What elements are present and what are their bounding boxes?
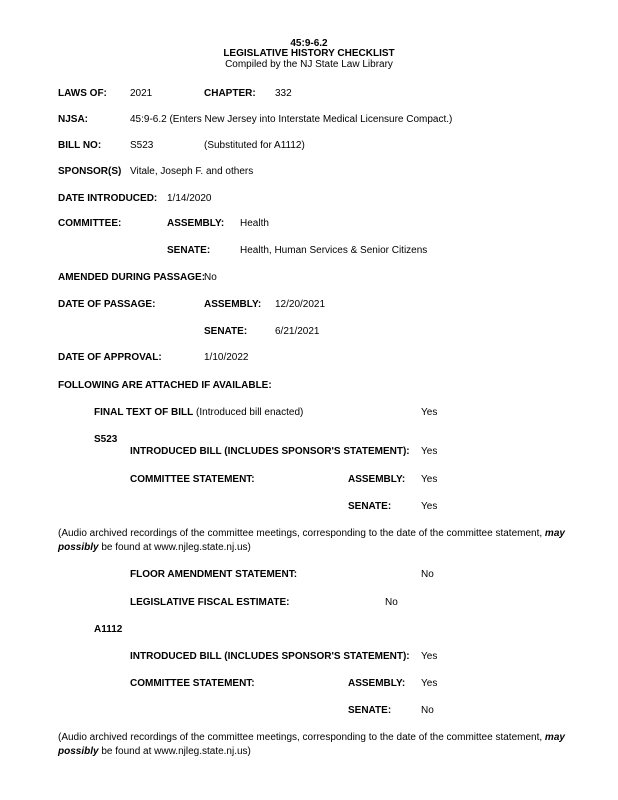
a1112-heading: A1112 [94,624,123,635]
date-of-passage-label: DATE OF PASSAGE: [58,299,156,310]
floor-amendment-label: FLOOR AMENDMENT STATEMENT: [130,569,298,580]
a1112-senate-value: No [421,705,434,716]
passage-assembly-label: ASSEMBLY: [204,299,262,310]
sponsors-value: Vitale, Joseph F. and others [130,166,254,177]
committee-assembly-label: ASSEMBLY: [167,218,225,229]
laws-of-value: 2021 [130,88,153,99]
passage-senate-label: SENATE: [204,326,248,337]
attached-heading: FOLLOWING ARE ATTACHED IF AVAILABLE: [58,380,272,391]
njsa-label: NJSA: [58,114,89,125]
a1112-assembly-label: ASSEMBLY: [348,678,406,689]
audio-note-text: (Audio archived recordings of the committee meetings, corresponding to the date of the committee statement, [58,528,545,539]
final-text-label: FINAL TEXT OF BILL [94,407,194,418]
page-title: LEGISLATIVE HISTORY CHECKLIST [223,48,395,59]
audio-note-emphasis: may possibly [58,528,565,553]
final-text-note: (Introduced bill enacted) [196,407,304,418]
a1112-committee-label: COMMITTEE STATEMENT: [130,678,255,689]
section-code: 45:9-6.2 [290,38,328,49]
s523-assembly-value: Yes [421,474,438,485]
committee-assembly-value: Health [240,218,269,229]
page-subtitle: Compiled by the NJ State Law Library [225,59,393,70]
a1112-introduced-label: INTRODUCED BILL (INCLUDES SPONSOR'S STATEMENT): [130,651,410,662]
amended-value: No [204,272,217,283]
s523-assembly-label: ASSEMBLY: [348,474,406,485]
s523-committee-label: COMMITTEE STATEMENT: [130,474,255,485]
s523-introduced-label: INTRODUCED BILL (INCLUDES SPONSOR'S STATEMENT): [130,446,410,457]
final-text-row [94,407,303,419]
committee-label: COMMITTEE: [58,218,122,229]
a1112-assembly-value: Yes [421,678,438,689]
final-text-value: Yes [421,407,438,418]
amended-label: AMENDED DURING PASSAGE: [58,272,206,283]
audio-note [58,527,583,555]
audio-note-2 [58,731,583,759]
passage-senate-value: 6/21/2021 [275,326,320,337]
date-introduced-label: DATE INTRODUCED: [58,193,158,204]
laws-of-label: LAWS OF: [58,88,107,99]
audio-note-2-text: (Audio archived recordings of the committee meetings, corresponding to the date of the committee statement, [58,732,545,743]
a1112-introduced-value: Yes [421,651,438,662]
a1112-senate-label: SENATE: [348,705,392,716]
passage-assembly-value: 12/20/2021 [275,299,326,310]
date-of-approval-label: DATE OF APPROVAL: [58,352,162,363]
audio-note-link-text: be found at www.njleg.state.nj.us) [98,542,251,553]
s523-senate-value: Yes [421,501,438,512]
s523-heading: S523 [94,434,118,445]
chapter-label: CHAPTER: [204,88,256,99]
bill-no-value: S523 [130,140,154,151]
audio-note-2-link-text: be found at www.njleg.state.nj.us) [98,746,251,757]
s523-senate-label: SENATE: [348,501,392,512]
committee-senate-label: SENATE: [167,245,211,256]
sponsors-label: SPONSOR(S) [58,166,122,177]
date-of-approval-value: 1/10/2022 [204,352,249,363]
fiscal-estimate-label: LEGISLATIVE FISCAL ESTIMATE: [130,597,290,608]
bill-no-note: (Substituted for A1112) [204,140,305,151]
chapter-value: 332 [275,88,292,99]
fiscal-estimate-value: No [385,597,398,608]
committee-senate-value: Health, Human Services & Senior Citizens [240,245,428,256]
floor-amendment-value: No [421,569,434,580]
date-introduced-value: 1/14/2020 [167,193,212,204]
s523-introduced-value: Yes [421,446,438,457]
njsa-value: 45:9-6.2 (Enters New Jersey into Interstate Medical Licensure Compact.) [130,114,453,125]
audio-note-2-emphasis: may possibly [58,732,565,757]
bill-no-label: BILL NO: [58,140,102,151]
